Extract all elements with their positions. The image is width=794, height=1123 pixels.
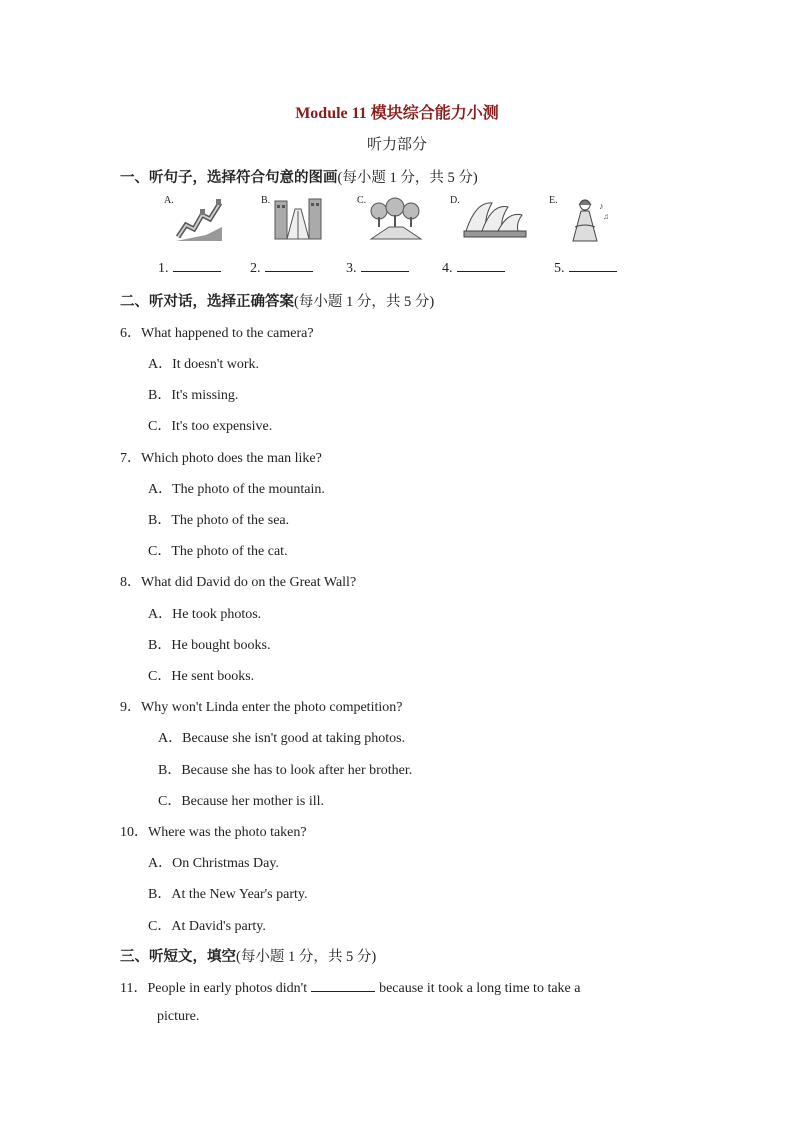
great-wall-icon <box>176 197 222 241</box>
question-7-option-b[interactable]: B．The photo of the sea. <box>148 513 290 528</box>
question-8-option-c[interactable]: C．He sent books. <box>148 669 255 684</box>
question-11-continuation: picture. <box>157 1009 200 1024</box>
section-3-title: 三、听短文，填空 <box>120 949 236 965</box>
page-title: Module 11 模块综合能力小测 <box>295 105 499 122</box>
opera-house-icon <box>462 197 528 241</box>
answer-blank-5[interactable]: 5. <box>554 259 617 277</box>
picture-label: C. <box>357 195 367 206</box>
question-9: 9．Why won't Linda enter the photo competition? <box>120 700 403 715</box>
question-9-option-a[interactable]: A．Because she isn't good at taking photos. <box>158 731 406 746</box>
picture-b <box>261 193 331 243</box>
picture-label: E. <box>549 195 558 206</box>
answer-blank-1[interactable]: 1. <box>158 259 221 277</box>
question-10: 10．Where was the photo taken? <box>120 825 307 840</box>
picture-label: B. <box>261 195 271 206</box>
question-11-blank[interactable] <box>311 979 375 992</box>
answer-blank-4[interactable]: 4. <box>442 259 505 277</box>
question-8: 8．What did David do on the Great Wall? <box>120 575 357 590</box>
section-1-title: 一、听句子，选择符合句意的图画 <box>120 170 338 186</box>
page-subtitle: 听力部分 <box>366 137 427 153</box>
question-10-option-a[interactable]: A．On Christmas Day. <box>148 856 279 871</box>
question-10-option-c[interactable]: C．At David's party. <box>148 919 266 934</box>
answer-blank-3[interactable]: 3. <box>346 259 409 277</box>
question-8-option-a[interactable]: A．He took photos. <box>148 607 262 622</box>
question-8-option-b[interactable]: B．He bought books. <box>148 638 271 653</box>
question-9-option-b[interactable]: B．Because she has to look after her brother. <box>158 763 413 778</box>
section-3-points: (每小题 1 分，共 5 分) <box>236 949 377 965</box>
question-11-text-start: 11．People in early photos didn't <box>120 981 308 996</box>
svg-text:♫: ♫ <box>603 212 609 221</box>
picture-a <box>164 193 234 243</box>
section-2-title: 二、听对话，选择正确答案 <box>120 294 294 310</box>
section-2-heading <box>120 290 434 311</box>
question-6-option-c[interactable]: C．It's too expensive. <box>148 419 273 434</box>
question-7-option-c[interactable]: C．The photo of the cat. <box>148 544 288 559</box>
question-11-text-end: because it took a long time to take a <box>379 981 581 996</box>
picture-d <box>450 193 520 243</box>
question-6-option-b[interactable]: B．It's missing. <box>148 388 239 403</box>
svg-text:♪: ♪ <box>599 201 604 211</box>
singer-icon <box>561 197 611 245</box>
section-2-points: (每小题 1 分，共 5 分) <box>294 294 435 310</box>
answer-blank-2[interactable]: 2. <box>250 259 313 277</box>
answer-blanks <box>158 259 638 279</box>
picture-c <box>357 193 427 243</box>
tree-road-icon <box>369 197 423 241</box>
question-6: 6．What happened to the camera? <box>120 326 314 341</box>
picture-row <box>160 193 630 243</box>
question-6-option-a[interactable]: A．It doesn't work. <box>148 357 260 372</box>
street-buildings-icon <box>273 197 323 241</box>
section-1-heading <box>120 166 478 187</box>
question-9-option-c[interactable]: C．Because her mother is ill. <box>158 794 325 809</box>
section-1-points: (每小题 1 分，共 5 分) <box>337 170 478 186</box>
picture-label: D. <box>450 195 460 206</box>
question-7: 7．Which photo does the man like? <box>120 451 322 466</box>
question-11 <box>120 977 580 997</box>
question-10-option-b[interactable]: B．At the New Year's party. <box>148 887 308 902</box>
question-7-option-a[interactable]: A．The photo of the mountain. <box>148 482 325 497</box>
section-3-heading <box>120 945 376 966</box>
picture-label: A. <box>164 195 174 206</box>
picture-e <box>549 193 619 243</box>
